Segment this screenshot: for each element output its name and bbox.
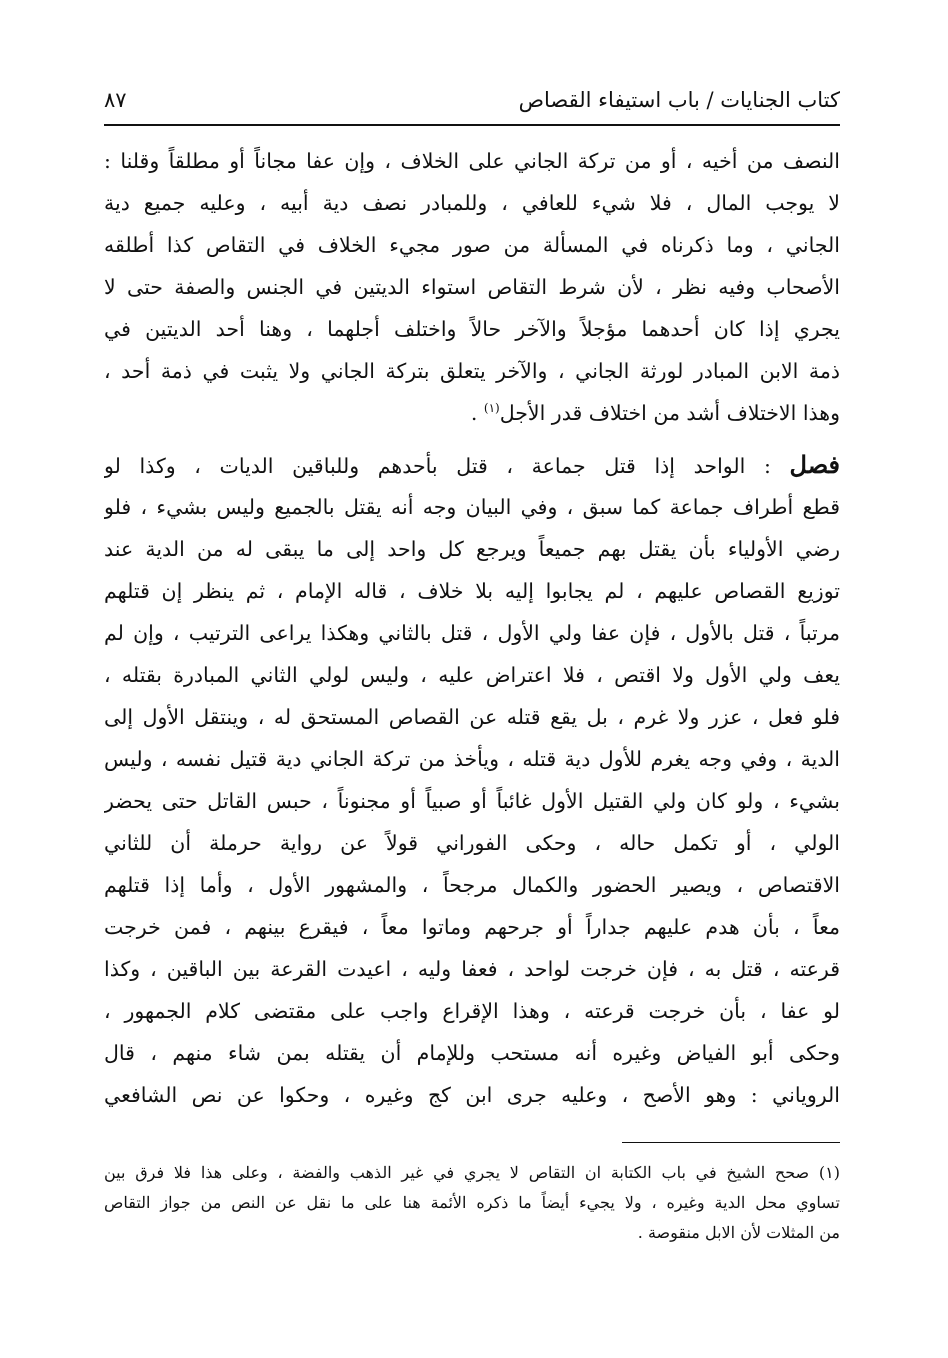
text-line: الروياني : وهو الأصح ، وعليه جرى ابن كج وغيره ، وحكوا عن نص الشافعي (104, 1083, 840, 1107)
main-text (104, 140, 840, 1116)
footnote-marker: (١) (818, 1163, 840, 1182)
text-segment: صحح الشيخ في باب الكتابة ان التقاص لا يجري في غير الذهب والفضة ، وعلى هذا فلا فرق بين (104, 1163, 810, 1182)
text-line: معاً ، بأن هدم عليهم جداراً أو جرحهم وماتوا معاً ، فيقرع بينهم ، فمن خرجت (104, 915, 840, 939)
text-line: ذمة الابن المبادر لورثة الجاني ، والآخر يتعلق بتركة الجاني ولا يثبت في ذمة أحد ، (104, 359, 840, 383)
text-segment: وهذا الاختلاف أشد من اختلاف قدر الأجل (499, 401, 840, 425)
text-line-last (104, 392, 840, 434)
footnote-line: من المثلات لأن الابل منقوصة . (637, 1223, 840, 1242)
text-line: وحكى أبو الفياض وغيره أنه مستحب وللإمام أن يقتله بمن شاء منهم ، قال (104, 1041, 840, 1065)
page-number: ٨٧ (104, 88, 127, 112)
text-line: الاقتصاص ، ويصير الحضور والكمال مرجحاً ، والمشهور الأول ، وأما إذا قتلهم (104, 873, 840, 897)
footnote-divider (622, 1142, 840, 1143)
text-line: النصف من أخيه ، أو من تركة الجاني على الخلاف ، وإن عفا مجاناً أو مطلقاً وقلنا : (104, 149, 840, 173)
text-line: مرتباً ، قتل بالأول ، فإن عفا ولي الأول ، قتل بالثاني وهكذا يراعى الترتيب ، وإن لم (104, 621, 840, 645)
footnote-reference[interactable]: (١) (483, 401, 500, 416)
footnotes (104, 1158, 840, 1248)
text-line: قرعته ، قتل به ، فإن خرجت لواحد ، فعفا وليه ، اعيدت القرعة بين الباقين ، وكذا (104, 957, 840, 981)
text-line: الولي ، أو تكمل حاله ، وحكى الفوراني قولاً عن رواية حرملة أن للثاني (104, 831, 840, 855)
text-line: الدية ، وفي وجه يغرم للأول دية قتله ، ويأخذ من تركة الجاني دية قتيل نفسه ، وليس (104, 747, 840, 771)
footnote-line: تساوي محل الدية وغيره ، ولا يجيء أيضاً ما ذكره الأئمة هنا على ما نقل عن النص من جواز التقاص (104, 1193, 840, 1212)
text-line: توزيع القصاص عليهم ، لم يجابوا إليه بلا خلاف ، قاله الإمام ، ثم ينظر إن قتلهم (104, 579, 840, 603)
text-line (104, 444, 840, 486)
section-heading: فصل (789, 450, 840, 479)
text-line: يعف ولي الأول ولا اقتص ، فلا اعتراض عليه ، وليس لولي الثاني المبادرة بقتله ، (104, 663, 840, 687)
text-line: بشيء ، ولو كان ولي القتيل الأول غائباً أو صبياً أو مجنوناً ، حبس القاتل حتى يحضر (104, 789, 840, 813)
text-line: قطع أطراف جماعة كما سبق ، وفي البيان وجه أنه يقتل بالجميع وليس بشيء ، فلو (104, 495, 840, 519)
text-line: لو عفا ، بأن خرجت قرعته ، وهذا الإقراع واجب على مقتضى كلام الجمهور ، (104, 999, 840, 1023)
page-header (104, 84, 840, 126)
running-title: كتاب الجنايات / باب استيفاء القصاص (518, 88, 840, 112)
text-segment: . (470, 401, 484, 425)
text-segment: : الواحد إذا قتل جماعة ، قتل بأحدهم وللباقين الديات ، وكذا لو (104, 454, 790, 478)
text-line: رضي الأولياء بأن يقتل بهم جميعاً ويرجع كل واحد إلى ما يبقى له من الدية عند (104, 537, 840, 561)
text-line: الأصحاب وفيه نظر ، لأن شرط التقاص استواء الديتين في الجنس والصفة حتى لا (104, 275, 840, 299)
text-line: فلو فعل ، عزر ولا غرم ، بل يقع قتله عن القصاص المستحق له ، وينتقل الأول إلى (104, 705, 840, 729)
footnote-line (104, 1158, 840, 1188)
text-line: لا يوجب المال ، فلا شيء للعافي ، وللمبادر نصف دية أبيه ، وعليه جميع دية (104, 191, 840, 215)
text-line: الجاني ، وما ذكرناه في المسألة من صور مجيء الخلاف في التقاص كذا أطلقه (104, 233, 840, 257)
text-line: يجري إذا كان أحدهما مؤجلاً والآخر حالاً واختلف أجلهما ، وهنا أحد الديتين في (104, 317, 840, 341)
